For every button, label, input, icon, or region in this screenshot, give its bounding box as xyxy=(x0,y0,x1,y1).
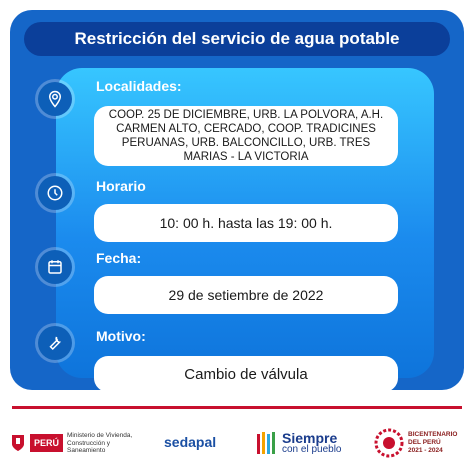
peru-shield-icon xyxy=(10,433,26,453)
horario-value: 10: 00 h. hasta las 19: 00 h. xyxy=(94,204,398,242)
ministry-logo xyxy=(10,432,147,455)
localidades-label: Localidades: xyxy=(96,78,182,94)
siempre-logo xyxy=(256,430,342,458)
fecha-value: 29 de setiembre de 2022 xyxy=(94,276,398,314)
motivo-value: Cambio de válvula xyxy=(94,356,398,390)
peru-tag: PERÚ xyxy=(30,434,63,452)
fecha-label: Fecha: xyxy=(96,250,142,266)
footer-logos xyxy=(0,418,474,474)
bicentenario-emblem-icon xyxy=(374,428,404,458)
notice-title: Restricción del servicio de agua potable xyxy=(24,22,450,56)
wrench-icon xyxy=(38,326,72,360)
siempre-line2: con el pueblo xyxy=(282,444,342,455)
siempre-line1: Siempre xyxy=(282,430,338,446)
siempre-figures-icon xyxy=(256,430,278,458)
sedapal-logo: sedapal xyxy=(164,434,217,450)
location-pin-icon xyxy=(38,82,72,116)
clock-icon xyxy=(38,176,72,210)
horario-label: Horario xyxy=(96,178,146,194)
footer-divider xyxy=(12,406,462,409)
calendar-icon xyxy=(38,250,72,284)
localidades-value: COOP. 25 DE DICIEMBRE, URB. LA POLVORA, A.H. CARMEN ALTO, CERCADO, COOP. TRADICINES PERUANAS, URB. BALCONCILLO, URB. TRES MARIAS - LA VICTORIA xyxy=(94,106,398,166)
bicentenario-logo xyxy=(374,428,457,458)
bicentenario-line3: 2021 - 2024 xyxy=(408,447,443,454)
notice-card xyxy=(10,10,464,390)
bicentenario-line1: BICENTENARIO xyxy=(408,431,458,438)
bicentenario-line2: DEL PERÚ xyxy=(408,439,441,446)
motivo-label: Motivo: xyxy=(96,328,146,344)
ministry-name: Ministerio de Vivienda, Construcción y Saneamiento xyxy=(67,432,133,454)
